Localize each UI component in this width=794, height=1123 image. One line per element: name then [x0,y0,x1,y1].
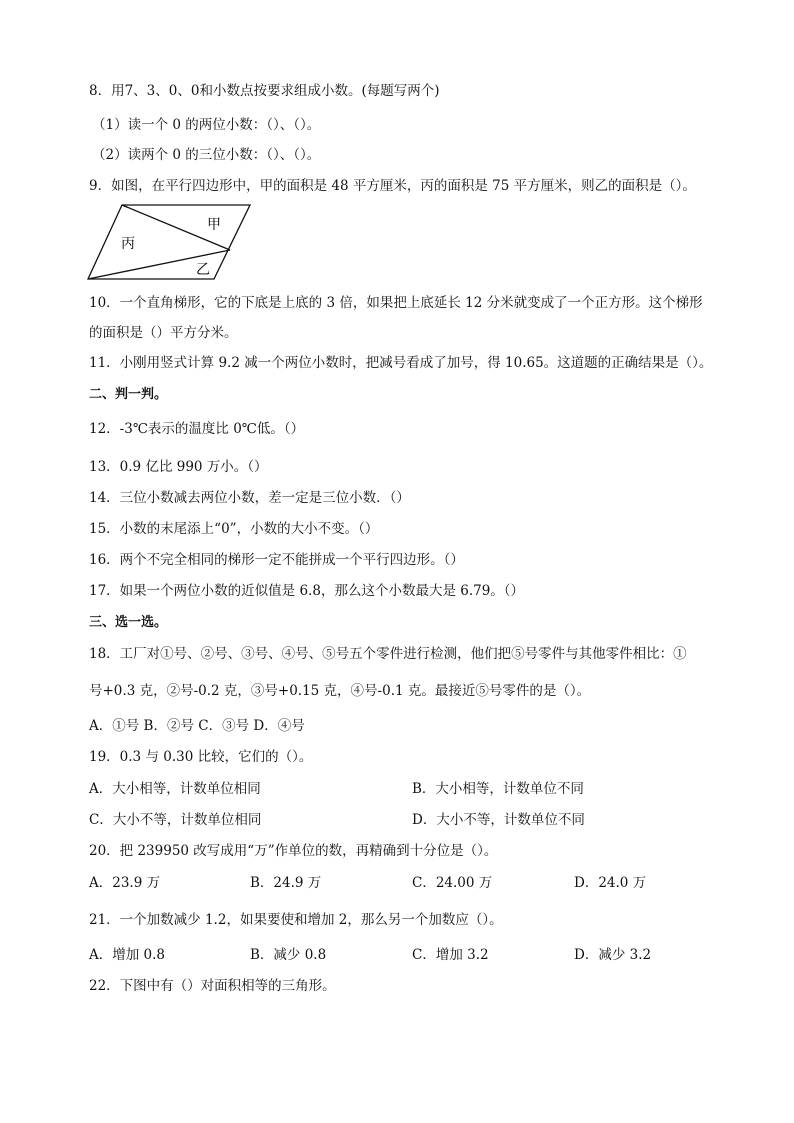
question-10-line-1: 10．一个直角梯形，它的下底是上底的 3 倍，如果把上底延长 12 分米就变成了一个正方形。这个梯形 [89,295,703,311]
q19-option-a: A．大小相等，计数单位相同 [89,781,261,797]
q20-option-a: A．23.9 万 [89,875,161,891]
question-19: 19．0.3 与 0.30 比较，它们的（）。 [89,749,313,765]
parallelogram-outline [88,205,250,279]
question-17: 17．如果一个两位小数的近似值是 6.8，那么这个小数最大是 6.79。（） [89,583,525,599]
question-20: 20．把 239950 改写成用“万”作单位的数，再精确到十分位是（）。 [89,843,498,859]
question-18-line-1: 18．工厂对①号、②号、③号、④号、⑤号五个零件进行检测，他们把⑤号零件与其他零件相比：① [89,646,687,662]
question-8: 8．用7、3、0、0和小数点按要求组成小数。(每题写两个) [89,83,440,99]
label-bing: 丙 [121,236,135,252]
question-22: 22．下图中有（）对面积相等的三角形。 [89,978,336,994]
question-11: 11．小刚用竖式计算 9.2 减一个两位小数时，把减号看成了加号，得 10.65。这道题的正确结果是（）。 [89,355,713,371]
question-21: 21．一个加数减少 1.2，如果要使和增加 2，那么另一个加数应（）。 [89,912,503,928]
q19-option-b: B．大小相等，计数单位不同 [412,781,584,797]
question-9: 9．如图，在平行四边形中，甲的面积是 48 平方厘米，丙的面积是 75 平方厘米，则乙的面积是（）。 [89,178,696,194]
q20-option-b: B．24.9 万 [250,875,322,891]
question-15: 15．小数的末尾添上“0”，小数的大小不变。（） [89,521,379,537]
q21-option-b: B．减少 0.8 [250,947,327,963]
q21-option-a: A．增加 0.8 [89,947,166,963]
q21-option-c: C．增加 3.2 [412,947,489,963]
parallelogram-figure [86,203,256,283]
q20-option-c: C．24.00 万 [412,875,493,891]
section-title-3: 三、选一选。 [89,615,168,630]
question-16: 16．两个不完全相同的梯形一定不能拼成一个平行四边形。（） [89,552,464,568]
q21-option-d: D．减少 3.2 [574,947,652,963]
question-8-part-2: （2）读两个 0 的三位小数：（）、（）。 [92,147,321,163]
question-12: 12．-3℃表示的温度比 0℃低。（） [89,421,305,437]
question-18-options: A．①号 B．②号 C．③号 D．④号 [89,718,305,734]
question-13: 13．0.9 亿比 990 万小。（） [89,459,268,475]
section-title-2: 二、判一判。 [89,387,168,402]
question-18-line-2: 号+0.3 克，②号-0.2 克，③号+0.15 克，④号-0.1 克。最接近⑤号零件的是（）。 [89,683,591,699]
parallelogram-diagram [86,203,256,283]
q19-option-d: D．大小不等，计数单位不同 [412,812,585,828]
label-yi: 乙 [196,262,210,278]
label-jia: 甲 [207,217,221,233]
question-8-part-1: （1）读一个 0 的两位小数：（）、（）。 [92,117,321,133]
question-10-line-2: 的面积是（）平方分米。 [89,325,238,341]
q19-option-c: C．大小不等，计数单位相同 [89,812,262,828]
q20-option-d: D．24.0 万 [574,875,647,891]
question-14: 14．三位小数减去两位小数，差一定是三位小数．（） [89,490,410,506]
